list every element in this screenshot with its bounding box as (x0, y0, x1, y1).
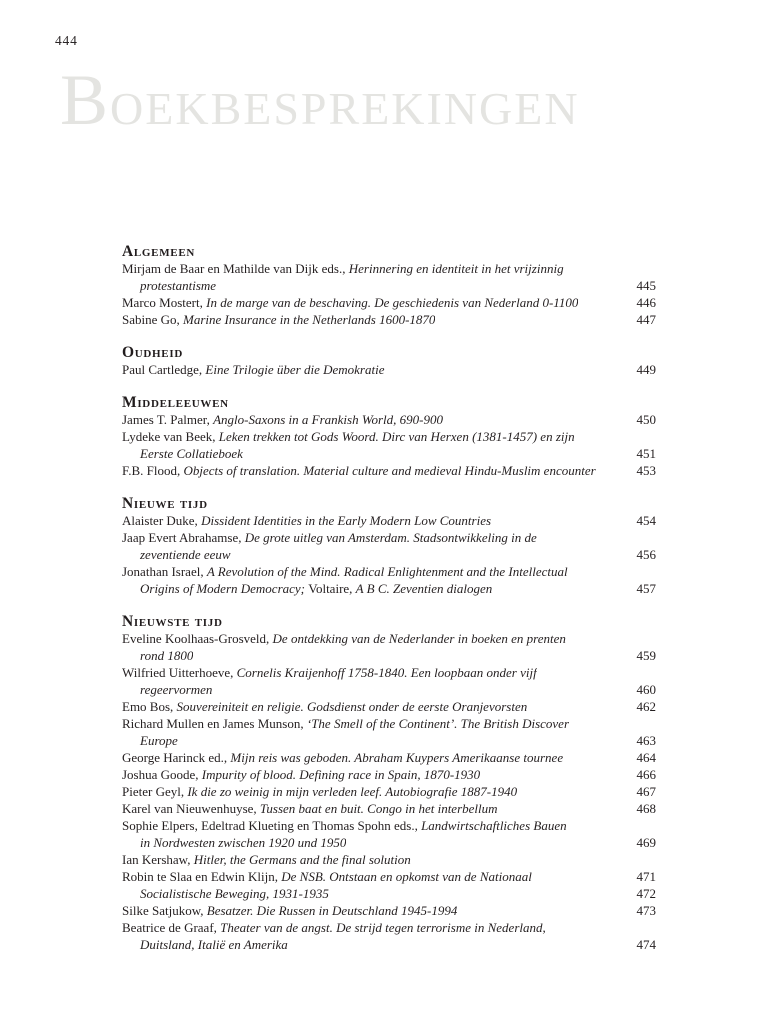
entry-author-segment: Paul Cartledge, (122, 362, 206, 377)
entry-author-segment: Sabine Go, (122, 312, 184, 327)
entry-author-segment: Pieter Geyl, (122, 784, 188, 799)
toc-entry-line (122, 698, 656, 715)
entry-text (122, 580, 492, 597)
toc-entry-line (122, 428, 656, 445)
toc-entry-line (122, 546, 656, 563)
toc-section (122, 613, 656, 953)
entry-title-segment: rond 1800 (140, 648, 194, 663)
entry-author-segment: Jonathan Israel, (122, 564, 207, 579)
entry-page-number: 456 (636, 547, 656, 562)
entry-author-segment: Emo Bos, (122, 699, 177, 714)
entry-page-number: 453 (636, 463, 656, 478)
entry-title-segment: Socialistische Beweging, 1931-1935 (140, 886, 329, 901)
entry-title-segment: ‘The Smell of the Continent’. The British Discover (306, 716, 570, 731)
toc-section (122, 344, 656, 378)
toc-entry-line (122, 800, 656, 817)
toc-entry-line (122, 715, 656, 732)
toc-entry-line (122, 732, 656, 749)
entry-page-number: 462 (636, 699, 656, 714)
entry-page-number: 468 (636, 801, 656, 816)
entry-page-number: 460 (636, 682, 656, 697)
toc-entry-line (122, 902, 656, 919)
page-title-rest: OEKBESPREKINGEN (110, 83, 580, 134)
entry-page-number: 463 (636, 733, 656, 748)
entry-author-segment: Robin te Slaa en Edwin Klijn, (122, 869, 282, 884)
entry-title-segment: Dissident Identities in the Early Modern Low Countries (201, 513, 492, 528)
entry-author-segment: Lydeke van Beek, (122, 429, 219, 444)
toc-entry-line (122, 512, 656, 529)
entry-text (122, 411, 443, 428)
entry-text (122, 800, 498, 817)
entry-title-segment: in Nordwesten zwischen 1920 und 1950 (140, 835, 347, 850)
toc-entry-line (122, 311, 656, 328)
toc-entry-line (122, 361, 656, 378)
entry-page-number: 451 (636, 446, 656, 461)
toc-entry-line (122, 919, 656, 936)
entry-text (122, 260, 564, 277)
entry-page-number: 471 (636, 869, 656, 884)
entry-text (122, 294, 578, 311)
entry-text (122, 664, 537, 681)
entry-text (122, 311, 435, 328)
toc-entry-line (122, 783, 656, 800)
entry-page-number: 459 (636, 648, 656, 663)
entry-text (122, 715, 569, 732)
page-number: 444 (55, 33, 78, 48)
entry-text (122, 783, 517, 800)
entry-title-segment: Duitsland, Italië en Amerika (140, 937, 288, 952)
entry-title-segment: zeventiende eeuw (140, 547, 231, 562)
entry-title-segment: Cornelis Kraijenhoff 1758-1840. Een loopbaan onder vijf (236, 665, 537, 680)
entry-title-segment: Anglo-Saxons in a Frankish World, 690-900 (213, 412, 443, 427)
toc-entry-line (122, 529, 656, 546)
entry-author-segment: Jaap Evert Abrahamse, (122, 530, 245, 545)
entry-text (122, 749, 563, 766)
entry-text (122, 647, 193, 664)
entry-title-segment: Eine Trilogie über die Demokratie (205, 362, 385, 377)
toc-entry-line (122, 749, 656, 766)
entry-page-number: 472 (636, 886, 656, 901)
toc-entry-line (122, 647, 656, 664)
entry-author-segment: Mirjam de Baar en Mathilde van Dijk eds., (122, 261, 349, 276)
toc-entry-line (122, 277, 656, 294)
entry-text (122, 698, 527, 715)
entry-author-segment: Ian Kershaw, (122, 852, 194, 867)
entry-title-segment: De ontdekking van de Nederlander in boeken en prenten (272, 631, 566, 646)
entry-author-segment: Wilfried Uitterhoeve, (122, 665, 237, 680)
toc-entry-line (122, 851, 656, 868)
entry-text (122, 529, 537, 546)
entry-page-number: 473 (636, 903, 656, 918)
entry-title-segment: Ik die zo weinig in mijn verleden leef. Autobiografie 1887-1940 (187, 784, 518, 799)
entry-text (122, 868, 532, 885)
toc-entry-line (122, 664, 656, 681)
toc-entry-line (122, 817, 656, 834)
entry-page-number: 445 (636, 278, 656, 293)
entry-page-number: 466 (636, 767, 656, 782)
entry-author-segment: George Harinck ed., (122, 750, 231, 765)
entry-author-segment: Silke Satjukow, (122, 903, 207, 918)
entry-text (122, 630, 566, 647)
toc-section (122, 495, 656, 597)
entry-text (122, 681, 212, 698)
entry-title-segment: Europe (140, 733, 178, 748)
entry-text (122, 885, 329, 902)
toc-entry-line (122, 445, 656, 462)
entry-page-number: 464 (636, 750, 656, 765)
entry-title-segment: Leken trekken tot Gods Woord. Dirc van Herxen (1381-1457) en zijn (218, 429, 575, 444)
entry-author-segment: Voltaire, (308, 581, 356, 596)
toc-entry-line (122, 766, 656, 783)
entry-author-segment: Richard Mullen en James Munson, (122, 716, 307, 731)
entry-title-segment: De NSB. Ontstaan en opkomst van de Nationaal (281, 869, 532, 884)
entry-author-segment: Marco Mostert, (122, 295, 207, 310)
entry-author-segment: Karel van Nieuwenhuyse, (122, 801, 260, 816)
toc-entry-line (122, 260, 656, 277)
entry-page-number: 454 (636, 513, 656, 528)
entry-text (122, 277, 216, 294)
toc-entry-line (122, 630, 656, 647)
entry-text (122, 361, 385, 378)
entry-author-segment: James T. Palmer, (122, 412, 214, 427)
entry-title-segment: Landwirtschaftliches Bauen (421, 818, 567, 833)
entry-page-number: 467 (636, 784, 656, 799)
section-title: Nieuwste tijd (122, 613, 223, 630)
entry-text (122, 834, 346, 851)
toc-entry-line (122, 834, 656, 851)
section-title: Middeleeuwen (122, 394, 229, 411)
entry-text (122, 546, 231, 563)
entry-author-segment: Alaister Duke, (122, 513, 202, 528)
entry-title-segment: Origins of Modern Democracy; (140, 581, 309, 596)
toc-entry-line (122, 411, 656, 428)
entry-title-segment: Marine Insurance in the Netherlands 1600-1870 (183, 312, 436, 327)
entry-text (122, 851, 411, 868)
entry-title-segment: A Revolution of the Mind. Radical Enlightenment and the Intellectual (206, 564, 568, 579)
entry-title-segment: Eerste Collatieboek (140, 446, 243, 461)
entry-page-number: 457 (636, 581, 656, 596)
entry-text (122, 563, 568, 580)
entry-title-segment: Besatzer. Die Russen in Deutschland 1945-1994 (206, 903, 458, 918)
entry-title-segment: regeervormen (140, 682, 213, 697)
entry-title-segment: Impurity of blood. Defining race in Spain, 1870-1930 (201, 767, 481, 782)
entry-page-number: 474 (636, 937, 656, 952)
toc-entry-line (122, 936, 656, 953)
entry-page-number: 450 (636, 412, 656, 427)
entry-author-segment: Beatrice de Graaf, (122, 920, 221, 935)
entry-text (122, 428, 575, 445)
table-of-contents (122, 243, 656, 953)
entry-title-segment: A B C. Zeventien dialogen (355, 581, 493, 596)
section-title: Nieuwe tijd (122, 495, 208, 512)
entry-title-segment: Objects of translation. Material culture and medieval Hindu-Muslim encounter (183, 463, 596, 478)
section-title: Algemeen (122, 243, 196, 260)
toc-entry-line (122, 462, 656, 479)
entry-title-segment: Souvereiniteit en religie. Godsdienst onder de eerste Oranjevorsten (176, 699, 528, 714)
entry-title-segment: Mijn reis was geboden. Abraham Kuypers Amerikaanse tournee (230, 750, 564, 765)
toc-section (122, 243, 656, 328)
entry-author-segment: F.B. Flood, (122, 463, 184, 478)
toc-entry-line (122, 868, 656, 885)
entry-author-segment: Sophie Elpers, Edeltrad Klueting en Thomas Spohn eds., (122, 818, 422, 833)
entry-text (122, 462, 596, 479)
entry-title-segment: Theater van de angst. De strijd tegen terrorisme in Nederland, (220, 920, 546, 935)
entry-author-segment: Joshua Goode, (122, 767, 202, 782)
entry-title-segment: De grote uitleg van Amsterdam. Stadsontwikkeling in de (244, 530, 537, 545)
entry-page-number: 447 (636, 312, 656, 327)
entry-page-number: 449 (636, 362, 656, 377)
entry-text (122, 817, 567, 834)
entry-title-segment: protestantisme (140, 278, 217, 293)
page-title (60, 60, 580, 140)
entry-author-segment: Eveline Koolhaas-Grosveld, (122, 631, 273, 646)
entry-page-number: 446 (636, 295, 656, 310)
entry-text (122, 732, 178, 749)
toc-entry-line (122, 681, 656, 698)
entry-text (122, 936, 288, 953)
toc-entry-line (122, 580, 656, 597)
page-title-initial: B (60, 60, 111, 140)
entry-title-segment: Herinnering en identiteit in het vrijzinnig (348, 261, 564, 276)
entry-page-number: 469 (636, 835, 656, 850)
section-title: Oudheid (122, 344, 183, 361)
toc-entry-line (122, 563, 656, 580)
entry-title-segment: In de marge van de beschaving. De geschiedenis van Nederland 0-1100 (206, 295, 579, 310)
toc-section (122, 394, 656, 479)
toc-entry-line (122, 294, 656, 311)
entry-text (122, 919, 546, 936)
entry-text (122, 766, 480, 783)
entry-text (122, 902, 457, 919)
entry-text (122, 512, 491, 529)
toc-entry-line (122, 885, 656, 902)
entry-title-segment: Hitler, the Germans and the final solution (193, 852, 411, 867)
entry-text (122, 445, 243, 462)
entry-title-segment: Tussen baat en buit. Congo in het interbellum (259, 801, 498, 816)
